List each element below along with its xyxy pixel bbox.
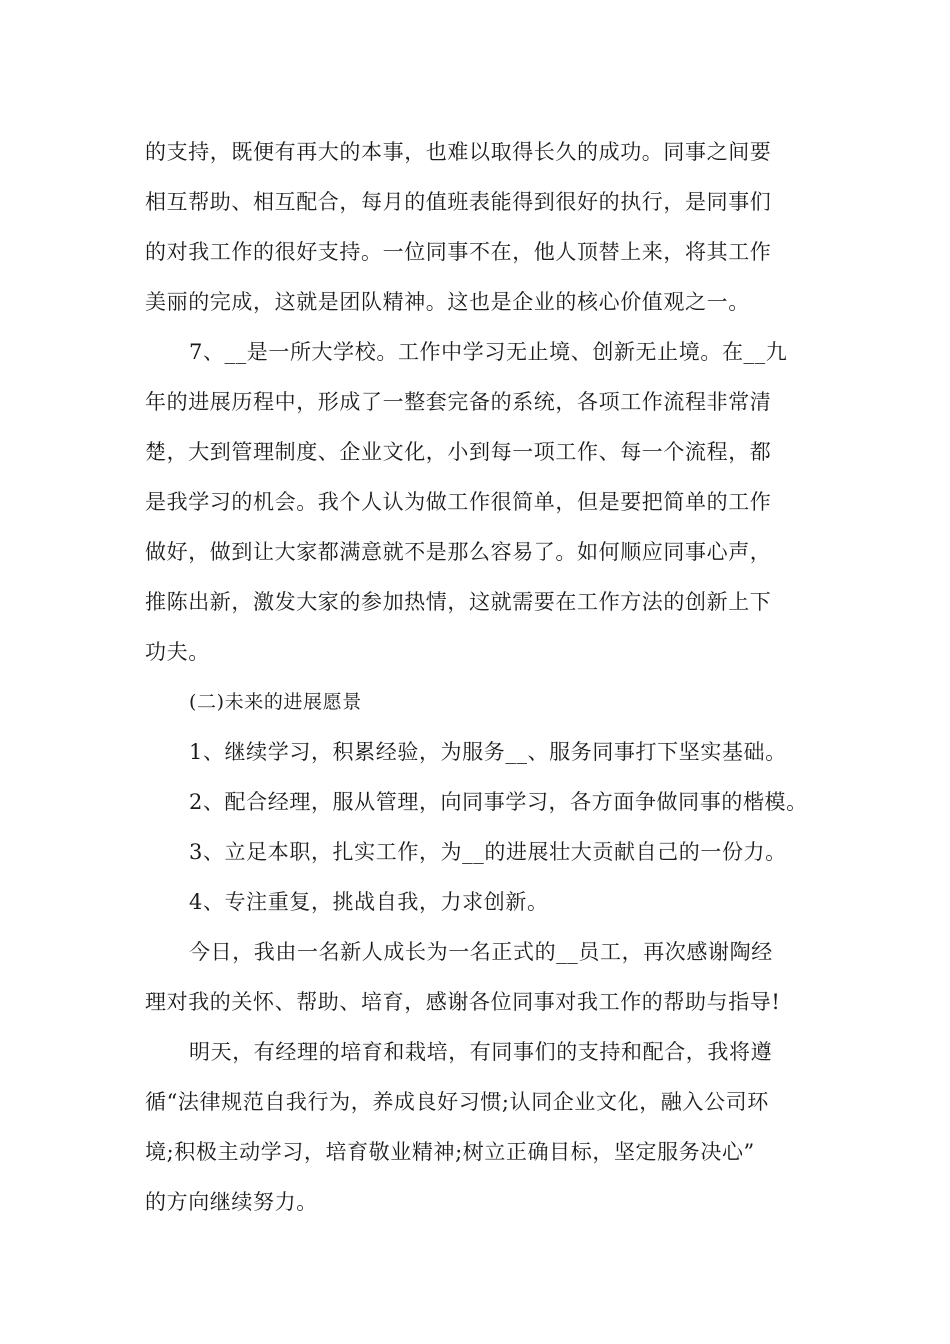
text-line: 今日，我由一名新人成长为一名正式的__员工，再次感谢陶经 [189, 940, 773, 964]
text-line: 3、立足本职，扎实工作，为__的进展壮大贡献自己的一份力。 [189, 840, 787, 864]
text-line: 楚，大到管理制度、企业文化，小到每一项工作、每一个流程，都 [145, 440, 772, 464]
text-line: 做好，做到让大家都满意就不是那么容易了。如何顺应同事心声， [145, 540, 772, 564]
text-line: 2、配合经理，服从管理，向同事学习，各方面争做同事的楷模。 [189, 790, 808, 814]
text-line: 的对我工作的很好支持。一位同事不在，他人顶替上来，将其工作 [145, 240, 772, 264]
text-line: 4、专注重复，挑战自我，力求创新。 [189, 890, 549, 914]
text-line: 功夫。 [145, 640, 210, 664]
text-line: 1、继续学习，积累经验，为服务__、服务同事打下坚实基础。 [189, 740, 787, 764]
text-line: 年的进展历程中，形成了一整套完备的系统，各项工作流程非常清 [145, 390, 772, 414]
text-line: 理对我的关怀、帮助、培育，感谢各位同事对我工作的帮助与指导! [145, 990, 781, 1014]
document-body [145, 133, 815, 1233]
text-line: 境;积极主动学习，培育敬业精神;树立正确目标，坚定服务决心” [145, 1140, 755, 1164]
text-line: 推陈出新，激发大家的参加热情，这就需要在工作方法的创新上下 [145, 590, 772, 614]
text-line: 的支持，既便有再大的本事，也难以取得长久的成功。同事之间要 [145, 140, 772, 164]
text-line: 美丽的完成，这就是团队精神。这也是企业的核心价值观之一。 [145, 290, 750, 314]
section-heading: (二)未来的进展愿景 [189, 691, 362, 713]
text-line: 是我学习的机会。我个人认为做工作很简单，但是要把简单的工作 [145, 490, 772, 514]
text-line: 的方向继续努力。 [145, 1190, 318, 1214]
text-line: 相互帮助、相互配合，每月的值班表能得到很好的执行，是同事们 [145, 190, 772, 214]
text-line: 明天，有经理的培育和栽培，有同事们的支持和配合，我将遵 [189, 1040, 773, 1064]
text-line: 循“法律规范自我行为，养成良好习惯;认同企业文化，融入公司环 [145, 1090, 769, 1114]
text-line: 7、__是一所大学校。工作中学习无止境、创新无止境。在__九 [189, 340, 788, 364]
